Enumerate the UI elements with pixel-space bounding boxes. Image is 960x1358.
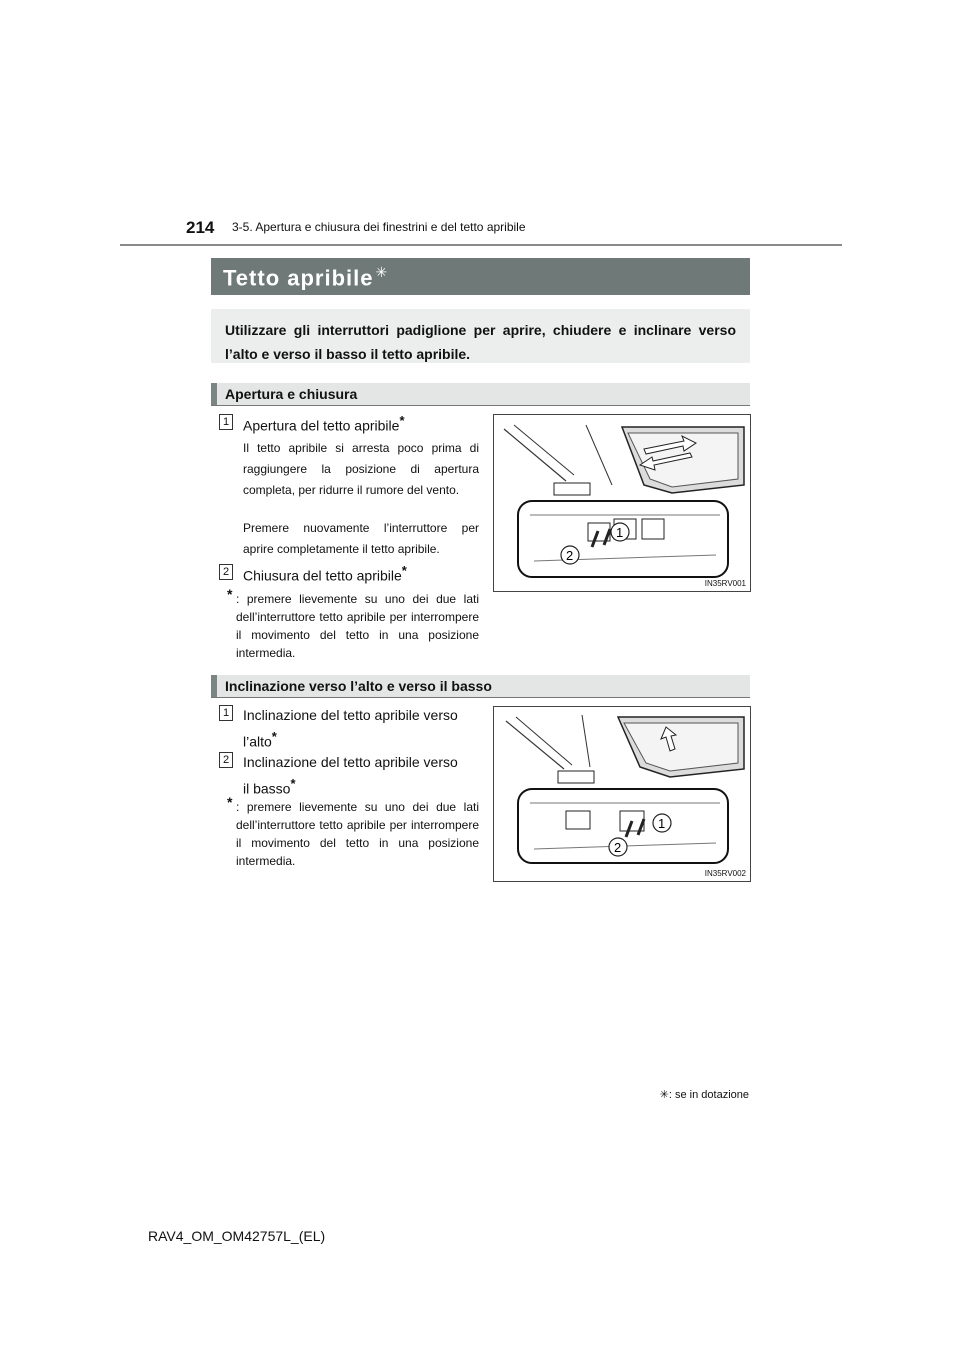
item-title-tilt-up [243, 704, 479, 753]
header-rule [120, 244, 842, 246]
page-title [223, 264, 388, 291]
figure-code: IN35RV001 [704, 579, 746, 588]
section-heading-text: Inclinazione verso l’alto e verso il basso [225, 678, 492, 694]
paragraph-press-again: Premere nuovamente l’interruttore per aprire completamente il tetto apribile. [243, 521, 479, 556]
note-stop-midway [236, 798, 479, 870]
note-text: : premere lievemente su uno dei due lati dell’interruttore tetto apribile per interrompere il movimento del tetto in una posizione intermedia. [236, 592, 479, 660]
intro-text: Utilizzare gli interruttori padiglione per aprire, chiudere e inclinare verso l’alto e verso il basso il tetto apribile. [225, 322, 736, 362]
asterisk-mark: * [271, 729, 277, 744]
callout-1: 1 [616, 525, 624, 540]
page-title-text: Tetto apribile [223, 265, 374, 291]
optional-star-icon: ✳ [659, 1089, 669, 1101]
item-number-box: 2 [219, 564, 233, 580]
section-heading-text: Apertura e chiusura [225, 386, 358, 402]
item-title-text: Apertura del tetto apribile [243, 417, 400, 434]
section-heading-opening [211, 383, 750, 406]
item-title-text: Inclinazione del tetto apribile verso [243, 707, 458, 723]
item-title-text: l’alto [243, 733, 272, 750]
page-title-bar [211, 258, 750, 295]
optional-star-icon: ✳ [375, 264, 389, 280]
section-heading-tilt [211, 675, 750, 698]
item-title-text: il basso [243, 780, 291, 797]
note-asterisk: * [227, 586, 233, 602]
figure-sunroof-tilt [493, 706, 751, 882]
item-title-text: Chiusura del tetto apribile [243, 567, 402, 584]
note-text: : premere lievemente su uno dei due lati dell’interruttore tetto apribile per interrompere il movimento del tetto in una posizione intermedia. [236, 800, 479, 868]
section-accent [211, 675, 217, 697]
asterisk-mark: * [399, 413, 405, 428]
note-asterisk: * [227, 794, 233, 810]
paragraph-stop-before-full: Il tetto apribile si arresta poco prima di raggiungere la posizione di apertura completa, per ridurre il rumore del vento. [243, 441, 479, 497]
item-title-closing [243, 563, 407, 584]
item-number-box: 1 [219, 414, 233, 430]
asterisk-mark: * [290, 776, 296, 791]
callout-1: 1 [658, 816, 666, 831]
document-id: RAV4_OM_OM42757L_(EL) [148, 1228, 326, 1244]
intro-box [211, 309, 750, 363]
sunroof-tilt-illustration [494, 707, 750, 881]
page-number: 214 [186, 218, 215, 237]
figure-sunroof-open-close [493, 414, 751, 592]
chapter-title: 3-5. Apertura e chiusura dei finestrini e del tetto apribile [232, 220, 526, 234]
footer-note-text: : se in dotazione [668, 1089, 749, 1101]
item-title-text: Inclinazione del tetto apribile verso [243, 754, 458, 770]
item-number-box: 1 [219, 705, 233, 721]
note-stop-midway [236, 590, 479, 662]
item-title-tilt-down [243, 751, 479, 800]
sunroof-switch-illustration [494, 415, 750, 591]
figure-code: IN35RV002 [704, 869, 746, 878]
asterisk-mark: * [401, 563, 407, 578]
item-number-box: 2 [219, 752, 233, 768]
callout-2: 2 [566, 548, 574, 563]
callout-2: 2 [614, 840, 622, 855]
footer-optional-note [660, 1088, 749, 1101]
item-title-opening [243, 413, 405, 434]
section-accent [211, 383, 217, 405]
